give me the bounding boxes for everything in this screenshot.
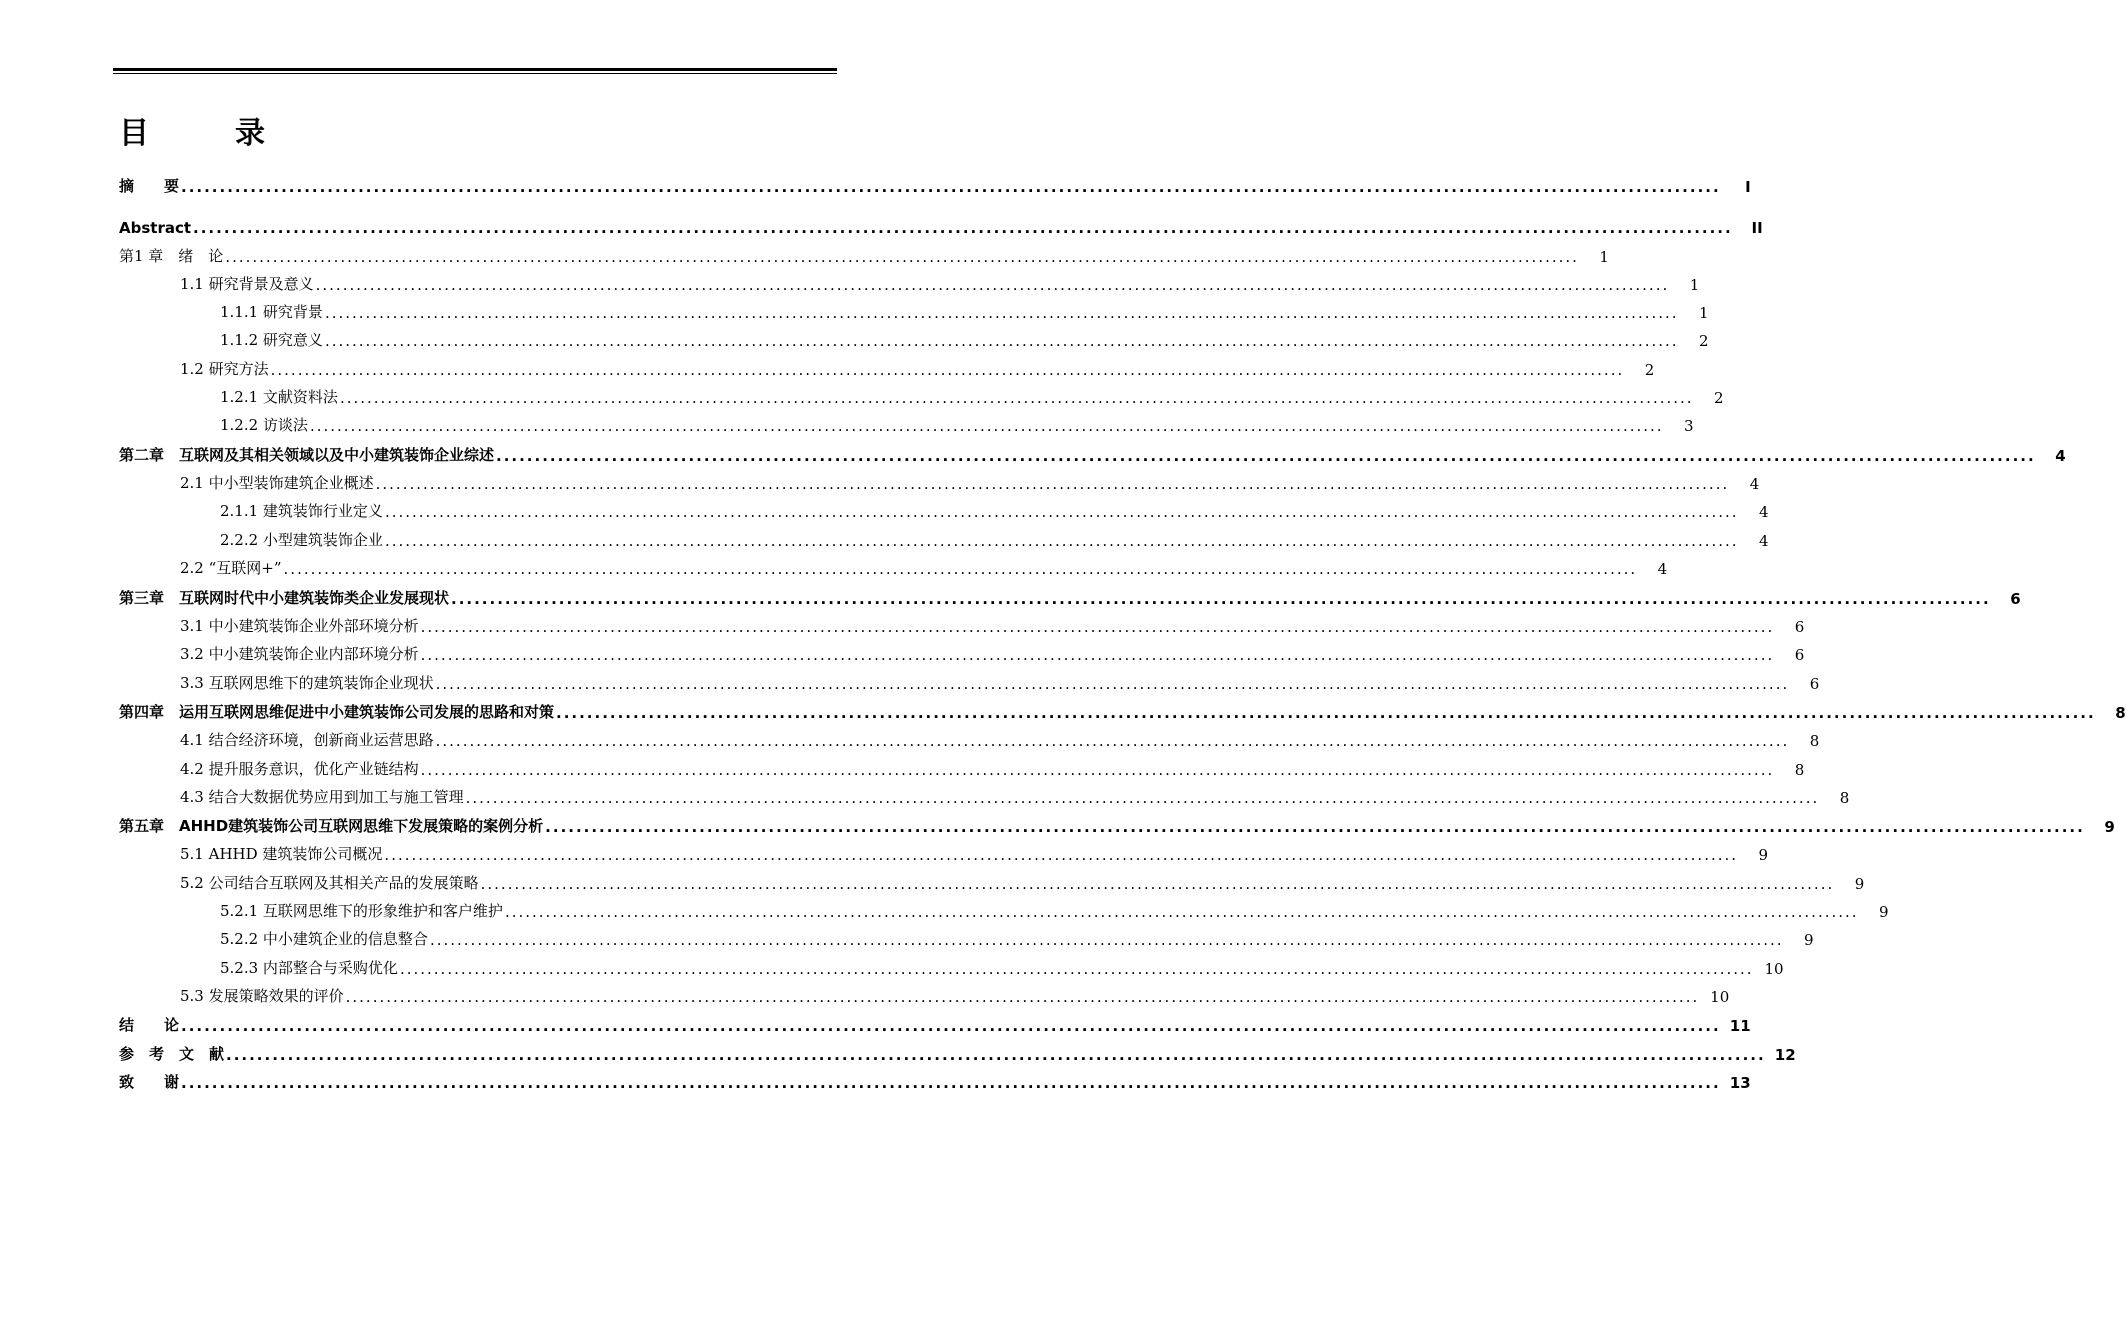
toc-entry-label: 4.3 结合大数据优势应用到加工与施工管理 xyxy=(180,788,464,806)
toc-leader-dots: ........................................................................................................................................................................................................ xyxy=(465,789,1820,807)
toc-entry-label: 5.1 AHHD 建筑装饰公司概况 xyxy=(180,845,383,863)
toc-entry-label: 第二章 互联网及其相关领域以及中小建筑装饰企业综述 xyxy=(119,446,495,464)
toc-entry-label: 4.2 提升服务意识，优化产业链结构 xyxy=(180,760,419,778)
toc-entry-label: 2.1 中小型装饰建筑企业概述 xyxy=(180,474,374,492)
toc-entry-label: 2.2 “互联网+” xyxy=(180,559,282,577)
toc-entry[interactable] xyxy=(180,982,1730,1006)
toc-leader-dots: ........................................................................................................................................................................................................ xyxy=(226,1046,1766,1064)
toc-leader-dots: ........................................................................................................................................................................................................ xyxy=(435,675,1790,693)
toc-entry-page: 9 xyxy=(1758,846,1769,864)
toc-entry-label: 2.1.1 建筑装饰行业定义 xyxy=(220,502,383,520)
toc-leader-dots: ........................................................................................................................................................................................................ xyxy=(375,475,1730,493)
toc-entry-page: 2 xyxy=(1699,332,1709,350)
toc-entry-label: 5.3 发展策略效果的评价 xyxy=(180,987,344,1005)
toc-entry-page: 4 xyxy=(1657,560,1668,578)
toc-entry-page: I xyxy=(1745,178,1751,196)
toc-entry[interactable] xyxy=(180,554,1668,578)
toc-entry[interactable] xyxy=(180,783,1850,807)
toc-entry[interactable] xyxy=(180,869,1865,893)
toc-leader-dots: ........................................................................................................................................................................................................ xyxy=(384,503,1739,521)
toc-entry-page: 3 xyxy=(1684,417,1694,435)
toc-entry[interactable] xyxy=(180,726,1820,750)
toc-leader-dots: ........................................................................................................................................................................................................ xyxy=(309,417,1664,435)
header-rule-thick xyxy=(113,68,837,71)
toc-entry[interactable] xyxy=(119,213,1763,237)
toc-leader-dots: ........................................................................................................................................................................................................ xyxy=(399,960,1754,978)
toc-leader-dots: ........................................................................................................................................................................................................ xyxy=(225,248,1579,266)
header-rule-thin xyxy=(113,73,837,74)
toc-leader-dots: ........................................................................................................................................................................................................ xyxy=(384,532,1739,550)
toc-leader-dots: ........................................................................................................................................................................................................ xyxy=(556,704,2096,722)
page-title: 目 录 xyxy=(119,116,293,151)
toc-entry[interactable] xyxy=(119,1068,1751,1092)
toc-entry[interactable] xyxy=(220,383,1724,407)
toc-leader-dots: ........................................................................................................................................................................................................ xyxy=(181,178,1721,196)
toc-leader-dots: ........................................................................................................................................................................................................ xyxy=(420,618,1775,636)
toc-entry-label: 1.2.1 文献资料法 xyxy=(220,388,338,406)
toc-entry-label: 5.2.2 中小建筑企业的信息整合 xyxy=(220,930,428,948)
toc-entry-page: 6 xyxy=(2010,590,2021,608)
toc-entry-page: 12 xyxy=(1774,1046,1796,1064)
toc-leader-dots: ........................................................................................................................................................................................................ xyxy=(315,276,1670,294)
toc-entry-page: 9 xyxy=(1854,875,1865,893)
toc-entry[interactable] xyxy=(220,526,1769,550)
toc-entry[interactable] xyxy=(119,812,2115,836)
toc-entry[interactable] xyxy=(220,497,1769,521)
toc-entry-label: Abstract xyxy=(119,219,192,237)
toc-leader-dots: ........................................................................................................................................................................................................ xyxy=(420,761,1775,779)
toc-entry-page: 10 xyxy=(1710,988,1730,1006)
toc-leader-dots: ........................................................................................................................................................................................................ xyxy=(435,732,1790,750)
toc-entry-label: 第四章 运用互联网思维促进中小建筑装饰公司发展的思路和对策 xyxy=(119,703,555,721)
toc-entry[interactable] xyxy=(220,298,1709,322)
toc-entry[interactable] xyxy=(119,242,1609,266)
toc-entry-page: 9 xyxy=(1879,903,1889,921)
toc-entry-page: 4 xyxy=(1759,532,1769,550)
toc-entry-label: 5.2.3 内部整合与采购优化 xyxy=(220,959,398,977)
toc-entry-label: 1.2.2 访谈法 xyxy=(220,416,308,434)
toc-entry-label: 1.1.2 研究意义 xyxy=(220,331,323,349)
toc-entry-label: 5.2.1 互联网思维下的形象维护和客户维护 xyxy=(220,902,503,920)
toc-entry-label: 第1 章 绪 论 xyxy=(119,247,224,265)
toc-entry[interactable] xyxy=(220,326,1709,350)
toc-entry-page: II xyxy=(1751,219,1763,237)
toc-leader-dots: ........................................................................................................................................................................................................ xyxy=(384,846,1739,864)
toc-entry[interactable] xyxy=(180,840,1769,864)
toc-entry-page: 4 xyxy=(2055,447,2066,465)
toc-entry-label: 3.1 中小建筑装饰企业外部环境分析 xyxy=(180,617,419,635)
toc-entry-page: 8 xyxy=(2115,704,2126,722)
toc-entry[interactable] xyxy=(180,755,1805,779)
toc-entry[interactable] xyxy=(119,441,2066,465)
toc-entry-page: 9 xyxy=(2104,818,2115,836)
toc-entry[interactable] xyxy=(180,355,1655,379)
toc-entry-label: 摘 要 xyxy=(119,177,180,195)
toc-leader-dots: ........................................................................................................................................................................................................ xyxy=(283,560,1638,578)
toc-entry[interactable] xyxy=(119,698,2126,722)
toc-entry[interactable] xyxy=(119,1040,1796,1064)
toc-leader-dots: ........................................................................................................................................................................................................ xyxy=(504,903,1859,921)
toc-leader-dots: ........................................................................................................................................................................................................ xyxy=(339,389,1694,407)
toc-entry-page: 11 xyxy=(1729,1017,1751,1035)
toc-entry-page: 10 xyxy=(1764,960,1784,978)
toc-entry-label: 1.1 研究背景及意义 xyxy=(180,275,314,293)
toc-leader-dots: ........................................................................................................................................................................................................ xyxy=(451,590,1991,608)
toc-entry[interactable] xyxy=(180,612,1805,636)
toc-entry-page: 1 xyxy=(1689,276,1700,294)
toc-entry-label: 参 考 文 献 xyxy=(119,1045,225,1063)
toc-entry-page: 6 xyxy=(1794,618,1805,636)
toc-entry-page: 1 xyxy=(1599,248,1609,266)
toc-entry[interactable] xyxy=(119,172,1751,196)
toc-entry-page: 6 xyxy=(1794,646,1805,664)
toc-entry-page: 8 xyxy=(1794,761,1805,779)
toc-leader-dots: ........................................................................................................................................................................................................ xyxy=(181,1017,1721,1035)
toc-entry-label: 3.3 互联网思维下的建筑装饰企业现状 xyxy=(180,674,434,692)
toc-entry-page: 8 xyxy=(1809,732,1820,750)
toc-entry-label: 结 论 xyxy=(119,1016,180,1034)
toc-leader-dots: ........................................................................................................................................................................................................ xyxy=(496,447,2036,465)
toc-leader-dots: ........................................................................................................................................................................................................ xyxy=(270,361,1625,379)
toc-entry-label: 4.1 结合经济环境，创新商业运营思路 xyxy=(180,731,434,749)
toc-entry-label: 3.2 中小建筑装饰企业内部环境分析 xyxy=(180,645,419,663)
toc-leader-dots: ........................................................................................................................................................................................................ xyxy=(324,304,1679,322)
toc-leader-dots: ........................................................................................................................................................................................................ xyxy=(420,646,1775,664)
toc-entry-label: 2.2.2 小型建筑装饰企业 xyxy=(220,531,383,549)
toc-leader-dots: ........................................................................................................................................................................................................ xyxy=(324,332,1679,350)
toc-entry[interactable] xyxy=(220,897,1889,921)
toc-entry[interactable] xyxy=(220,411,1694,435)
toc-entry-page: 9 xyxy=(1804,931,1814,949)
toc-entry-page: 2 xyxy=(1644,361,1655,379)
toc-entry-label: 致 谢 xyxy=(119,1073,180,1091)
toc-entry-page: 4 xyxy=(1759,503,1769,521)
toc-entry[interactable] xyxy=(220,925,1814,949)
toc-entry-label: 1.2 研究方法 xyxy=(180,360,269,378)
toc-entry[interactable] xyxy=(180,669,1820,693)
toc-entry[interactable] xyxy=(119,584,2021,608)
toc-entry-page: 2 xyxy=(1714,389,1724,407)
toc-entry[interactable] xyxy=(180,270,1700,294)
toc-leader-dots: ........................................................................................................................................................................................................ xyxy=(480,875,1835,893)
toc-entry-page: 8 xyxy=(1839,789,1850,807)
toc-entry-label: 5.2 公司结合互联网及其相关产品的发展策略 xyxy=(180,874,479,892)
toc-entry-page: 13 xyxy=(1729,1074,1751,1092)
toc-entry[interactable] xyxy=(180,640,1805,664)
toc-entry-page: 1 xyxy=(1699,304,1709,322)
toc-entry-page: 4 xyxy=(1749,475,1760,493)
toc-leader-dots: ........................................................................................................................................................................................................ xyxy=(429,931,1784,949)
toc-leader-dots: ........................................................................................................................................................................................................ xyxy=(345,988,1700,1006)
toc-entry[interactable] xyxy=(180,469,1760,493)
toc-leader-dots: ........................................................................................................................................................................................................ xyxy=(193,219,1733,237)
toc-entry-label: 第三章 互联网时代中小建筑装饰类企业发展现状 xyxy=(119,589,450,607)
toc-entry-label: 1.1.1 研究背景 xyxy=(220,303,323,321)
toc-entry-page: 6 xyxy=(1809,675,1820,693)
toc-entry[interactable] xyxy=(220,954,1784,978)
toc-leader-dots: ........................................................................................................................................................................................................ xyxy=(545,818,2085,836)
toc-leader-dots: ........................................................................................................................................................................................................ xyxy=(181,1074,1721,1092)
toc-entry[interactable] xyxy=(119,1011,1751,1035)
toc-entry-label: 第五章 AHHD建筑装饰公司互联网思维下发展策略的案例分析 xyxy=(119,817,544,835)
